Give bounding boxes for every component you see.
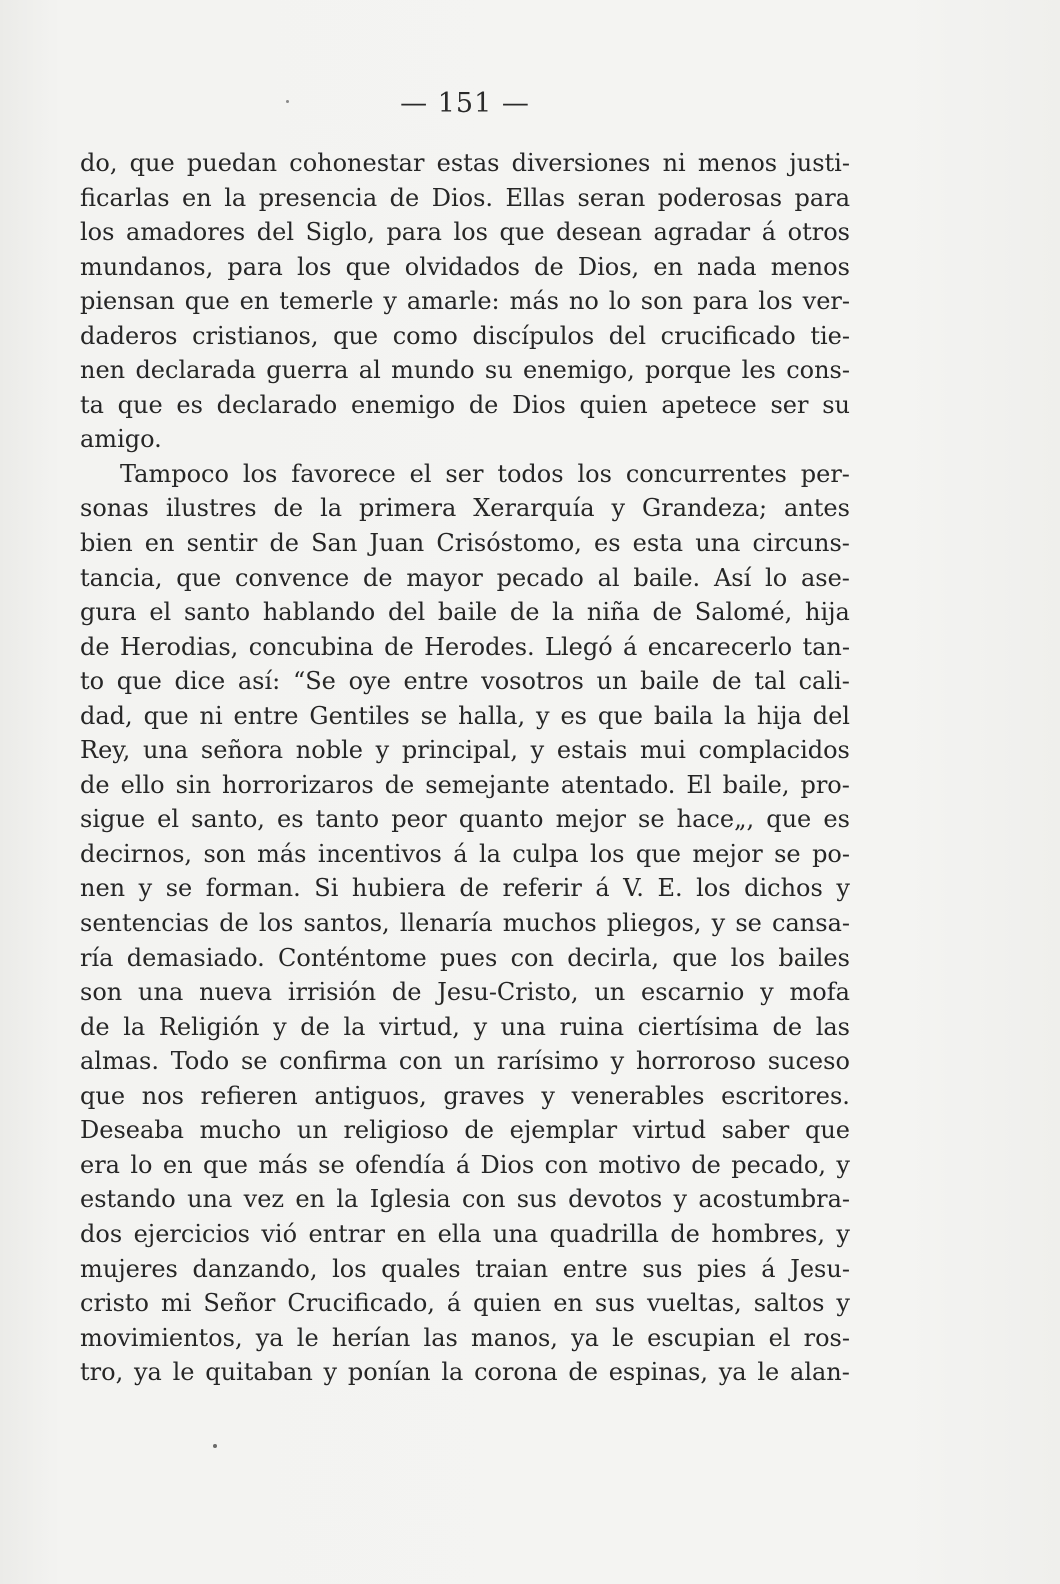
text-line: dad, que ni entre Gentiles se halla, y es que baila la hija del	[80, 701, 850, 730]
text-line: sonas ilustres de la primera Xerarquía y Grandeza; antes	[80, 494, 850, 523]
body-text	[80, 146, 850, 1390]
text-line: era lo en que más se ofendía á Dios con motivo de pecado, y	[80, 1150, 850, 1179]
text-line: ta que es declarado enemigo de Dios quien apetece ser su	[80, 390, 850, 419]
text-line: dos ejercicios vió entrar en ella una quadrilla de hombres, y	[80, 1219, 850, 1248]
text-line: ría demasiado. Conténtome pues con decirla, que los bailes	[80, 943, 850, 972]
text-line: to que dice así: “Se oye entre vosotros un baile de tal cali-	[80, 667, 850, 696]
text-line: daderos cristianos, que como discípulos del crucificado tie-	[80, 321, 850, 350]
text-line: movimientos, ya le herían las manos, ya le escupian el ros-	[80, 1323, 850, 1352]
text-line: Deseaba mucho un religioso de ejemplar virtud saber que	[80, 1116, 850, 1145]
text-line: almas. Todo se confirma con un rarísimo y horroroso suceso	[80, 1047, 850, 1076]
text-line: tro, ya le quitaban y ponían la corona de espinas, ya le alan-	[80, 1358, 850, 1387]
text-line: bien en sentir de San Juan Crisóstomo, es esta una circuns-	[80, 529, 850, 558]
text-line: decirnos, son más incentivos á la culpa los que mejor se po-	[80, 839, 850, 868]
text-line: estando una vez en la Iglesia con sus devotos y acostumbra-	[80, 1185, 850, 1214]
text-line: Rey, una señora noble y principal, y estais mui complacidos	[80, 736, 850, 765]
ink-speck	[286, 100, 289, 103]
text-line: amigo.	[80, 425, 162, 454]
text-line: piensan que en temerle y amarle: más no lo son para los ver-	[80, 287, 850, 316]
ink-speck	[213, 1444, 217, 1448]
text-line: de ello sin horrorizaros de semejante atentado. El baile, pro-	[80, 770, 850, 799]
text-line: Tampoco los favorece el ser todos los concurrentes per-	[120, 459, 850, 488]
text-line: mundanos, para los que olvidados de Dios, en nada menos	[80, 252, 850, 281]
text-line: ficarlas en la presencia de Dios. Ellas seran poderosas para	[80, 183, 850, 212]
text-line: cristo mi Señor Crucificado, á quien en sus vueltas, saltos y	[80, 1289, 850, 1318]
text-line: gura el santo hablando del baile de la niña de Salomé, hija	[80, 598, 850, 627]
text-line: son una nueva irrisión de Jesu-Cristo, un escarnio y mofa	[80, 978, 850, 1007]
text-line: que nos refieren antiguos, graves y venerables escritores.	[80, 1081, 850, 1110]
page-number: — 151 —	[400, 88, 530, 119]
text-line: los amadores del Siglo, para los que desean agradar á otros	[80, 218, 850, 247]
text-line: mujeres danzando, los quales traian entre sus pies á Jesu-	[80, 1254, 850, 1283]
text-line: nen declarada guerra al mundo su enemigo, porque les cons-	[80, 356, 850, 385]
text-line: sigue el santo, es tanto peor quanto mejor se hace„, que es	[80, 805, 850, 834]
text-line: do, que puedan cohonestar estas diversiones ni menos justi-	[80, 149, 850, 177]
text-line: de la Religión y de la virtud, y una ruina ciertísima de las	[80, 1012, 850, 1041]
text-line: de Herodias, concubina de Herodes. Llegó á encarecerlo tan-	[80, 632, 850, 661]
text-line: nen y se forman. Si hubiera de referir á V. E. los dichos y	[80, 874, 850, 903]
text-line: tancia, que convence de mayor pecado al baile. Así lo ase-	[80, 563, 850, 592]
text-line: sentencias de los santos, llenaría muchos pliegos, y se cansa-	[80, 909, 850, 938]
